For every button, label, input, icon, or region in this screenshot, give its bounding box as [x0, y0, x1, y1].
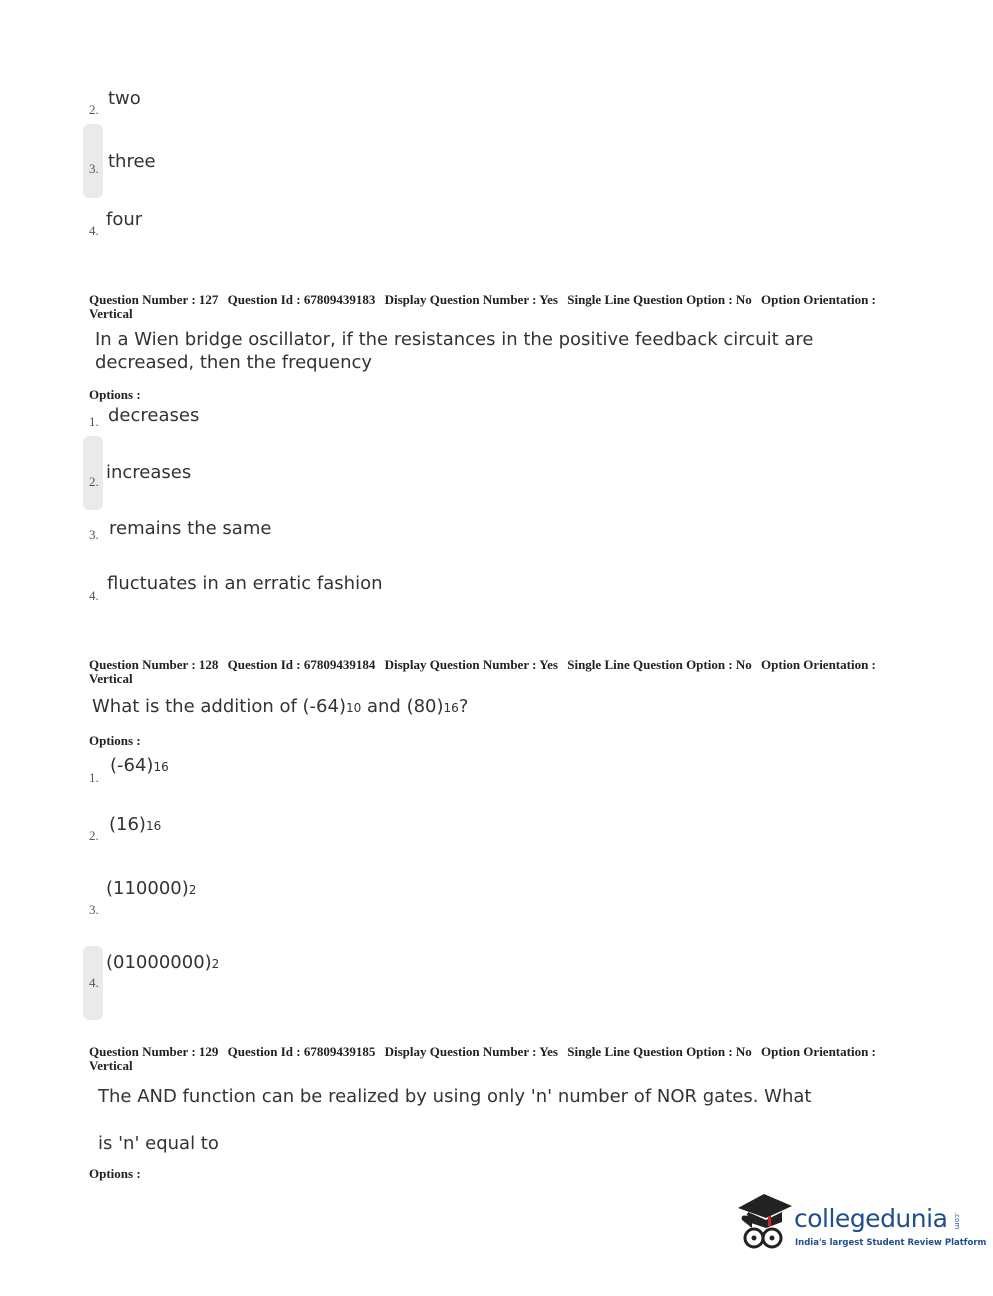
question-meta-129 [89, 1045, 879, 1073]
option-number: 4. [89, 588, 99, 603]
option-text[interactable]: two [108, 88, 141, 109]
option-orientation: Option Orientation : Vertical [89, 657, 876, 686]
option-number: 3. [89, 161, 99, 176]
option-number: 2. [89, 102, 99, 117]
display-question-number: Display Question Number : Yes [384, 1044, 558, 1059]
question-text-part: ? [458, 696, 469, 717]
question-text: The AND function can be realized by using only 'n' number of NOR gates. What [98, 1086, 812, 1107]
question-meta-128 [89, 658, 879, 686]
question-number: Question Number : 127 [89, 292, 219, 307]
option-text[interactable]: increases [106, 462, 192, 483]
question-text: In a Wien bridge oscillator, if the resistances in the positive feedback circuit are [95, 329, 814, 350]
selected-option-highlight [83, 436, 103, 510]
subscript: 16 [153, 760, 169, 774]
subscript: 2 [188, 883, 197, 897]
single-line-option: Single Line Question Option : No [567, 292, 752, 307]
question-id: Question Id : 67809439183 [227, 292, 376, 307]
options-label: Options : [89, 733, 141, 748]
subscript: 10 [345, 701, 362, 715]
option-text[interactable]: three [108, 151, 156, 172]
options-label: Options : [89, 1166, 141, 1181]
option-value: (-64) [110, 755, 154, 776]
mascot-icon [734, 1186, 796, 1256]
display-question-number: Display Question Number : Yes [384, 657, 558, 672]
option-number: 3. [89, 902, 99, 917]
question-id: Question Id : 67809439184 [227, 657, 376, 672]
option-text[interactable]: four [106, 209, 143, 230]
question-text: decreased, then the frequency [95, 352, 373, 373]
subscript: 16 [443, 701, 459, 715]
option-value: (16) [109, 814, 146, 835]
option-orientation: Option Orientation : Vertical [89, 1044, 876, 1073]
question-id: Question Id : 67809439185 [227, 1044, 376, 1059]
brand-name: collegedunia [794, 1204, 948, 1233]
question-text: is 'n' equal to [98, 1133, 219, 1154]
option-value: (110000) [106, 878, 189, 899]
question-meta-127 [89, 293, 879, 321]
subscript: 16 [145, 819, 162, 833]
question-number: Question Number : 129 [89, 1044, 219, 1059]
option-text[interactable] [106, 878, 196, 899]
subscript: 2 [211, 957, 220, 971]
option-text[interactable]: decreases [108, 405, 200, 426]
question-text-part: What is the addition of (-64) [92, 696, 346, 717]
single-line-option: Single Line Question Option : No [567, 657, 752, 672]
option-text[interactable] [106, 952, 219, 973]
brand-com: .com [953, 1212, 961, 1230]
option-text[interactable] [110, 755, 169, 776]
brand-tagline: India's largest Student Review Platform [795, 1238, 987, 1248]
option-orientation: Option Orientation : Vertical [89, 292, 876, 321]
question-number: Question Number : 128 [89, 657, 219, 672]
option-number: 3. [89, 527, 99, 542]
option-text[interactable]: fluctuates in an erratic fashion [107, 573, 383, 594]
option-number: 1. [89, 414, 99, 429]
options-label: Options : [89, 387, 141, 402]
display-question-number: Display Question Number : Yes [384, 292, 558, 307]
question-text-part: and (80) [361, 696, 444, 717]
question-text [92, 696, 468, 717]
option-text[interactable] [109, 814, 161, 835]
option-value: (01000000) [106, 952, 212, 973]
option-number: 2. [89, 474, 99, 489]
option-number: 4. [89, 223, 99, 238]
option-text[interactable]: remains the same [109, 518, 272, 539]
option-number: 1. [89, 770, 99, 785]
single-line-option: Single Line Question Option : No [567, 1044, 752, 1059]
option-number: 2. [89, 828, 99, 843]
option-number: 4. [89, 975, 99, 990]
